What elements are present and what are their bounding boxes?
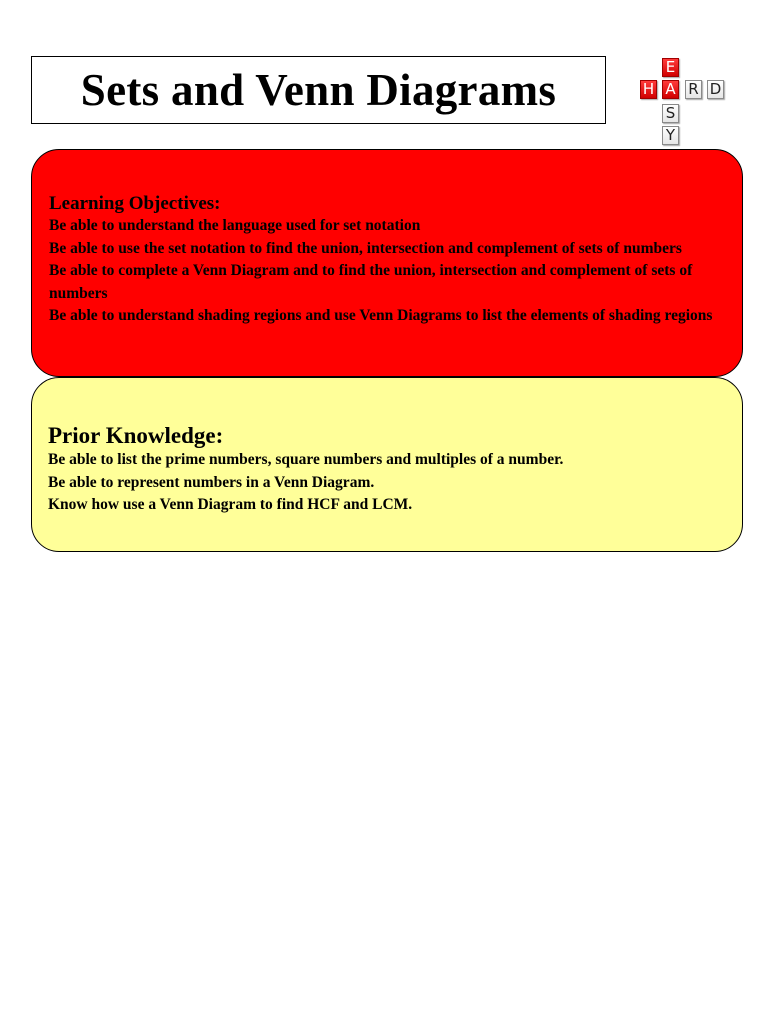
title-box	[31, 56, 606, 124]
logo-tile-d: D	[707, 80, 724, 99]
list-item: Know how use a Venn Diagram to find HCF and LCM.	[48, 496, 413, 513]
logo-tile-h: H	[640, 80, 657, 99]
learning-objectives-panel	[31, 149, 743, 377]
list-item: Be able to understand the language used for set notation	[49, 217, 421, 234]
list-item: Be able to understand shading regions and use Venn Diagrams to list the elements of shading regions	[49, 307, 713, 324]
list-item: Be able to represent numbers in a Venn Diagram.	[48, 473, 375, 491]
logo-tile-s: S	[662, 104, 679, 123]
page-title: Sets and Venn Diagrams	[80, 64, 557, 115]
easy-hard-logo	[634, 58, 734, 148]
learning-objectives-heading: Learning Objectives:	[49, 193, 221, 214]
prior-knowledge-list	[48, 449, 726, 517]
learning-objectives-list	[49, 215, 726, 328]
prior-knowledge-panel	[31, 377, 743, 552]
list-item: Be able to list the prime numbers, square numbers and multiples of a number.	[48, 451, 564, 468]
list-item: Be able to complete a Venn Diagram and to find the union, intersection and complement of sets of numbers	[49, 262, 693, 302]
logo-tile-r: R	[685, 80, 702, 99]
logo-tile-a: A	[662, 80, 679, 99]
list-item: Be able to use the set notation to find the union, intersection and complement of sets of numbers	[49, 239, 682, 257]
logo-tile-e: E	[662, 58, 679, 77]
logo-tile-y: Y	[662, 126, 679, 145]
prior-knowledge-heading: Prior Knowledge:	[48, 423, 224, 448]
